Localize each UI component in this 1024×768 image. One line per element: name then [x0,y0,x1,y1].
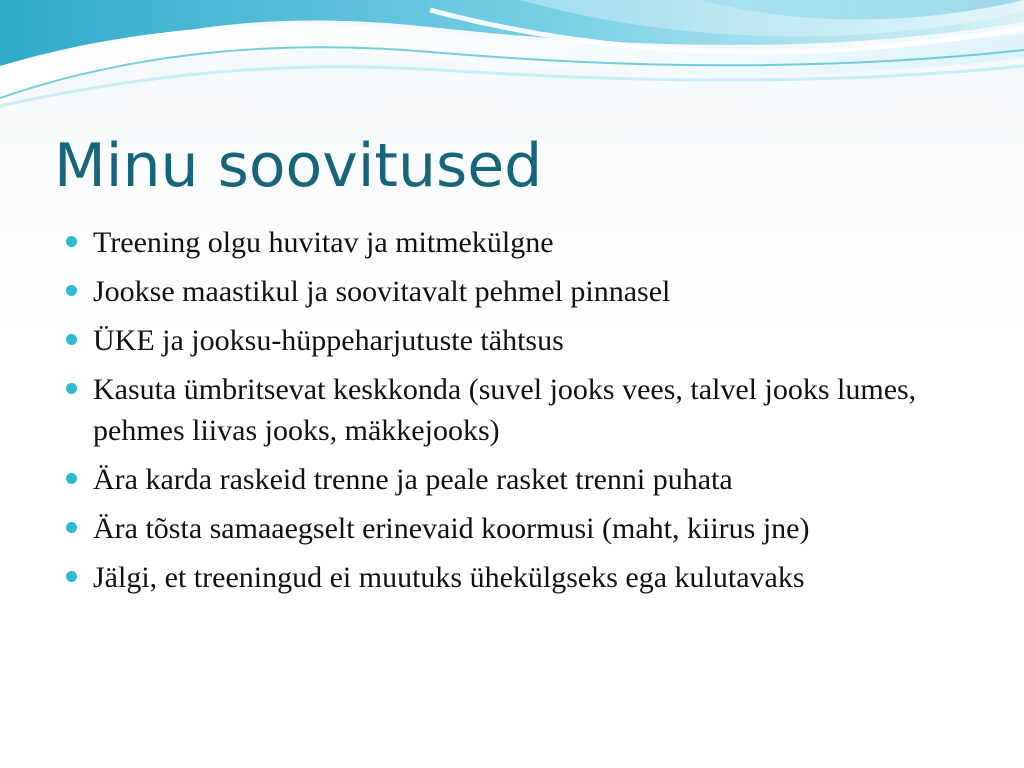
bullet-text-2: Jookse maastikul ja soovitavalt pehmel pinnasel [93,275,671,308]
bullet-dot-icon [66,285,77,296]
bullet-text-7: Jälgi, et treeningud ei muutuks ühekülgseks ega kulutavaks [93,561,805,594]
wave-line-3 [0,66,1024,106]
bullet-list [66,222,986,606]
bullet-dot-icon [66,571,77,582]
bullet-text-5: Ära karda raskeid trenne ja peale rasket trenni puhata [93,463,733,496]
bullet-item-5 [66,459,986,500]
bullet-text-4: Kasuta ümbritsevat keskkonda (suvel jooks vees, talvel jooks lumes, pehmes liivas jooks, mäkkejooks) [93,373,917,447]
bullet-text-1: Treening olgu huvitav ja mitmekülgne [93,226,554,259]
bullet-item-2 [66,271,986,312]
bullet-dot-icon [66,522,77,533]
bullet-text-3: ÜKE ja jooksu-hüppeharjutuste tähtsus [93,324,564,357]
bullet-item-4 [66,369,986,451]
bullet-dot-icon [66,473,77,484]
bullet-item-1 [66,222,986,263]
bullet-dot-icon [66,236,77,247]
bullet-item-6 [66,508,986,549]
bullet-dot-icon [66,334,77,345]
bullet-dot-icon [66,383,77,394]
bullet-text-6: Ära tõsta samaaegselt erinevaid koormusi (maht, kiirus jne) [93,512,810,545]
header-wave-decoration [0,0,1024,130]
slide-title: Minu soovitused [54,131,543,201]
bullet-item-3 [66,320,986,361]
bullet-item-7 [66,557,986,598]
